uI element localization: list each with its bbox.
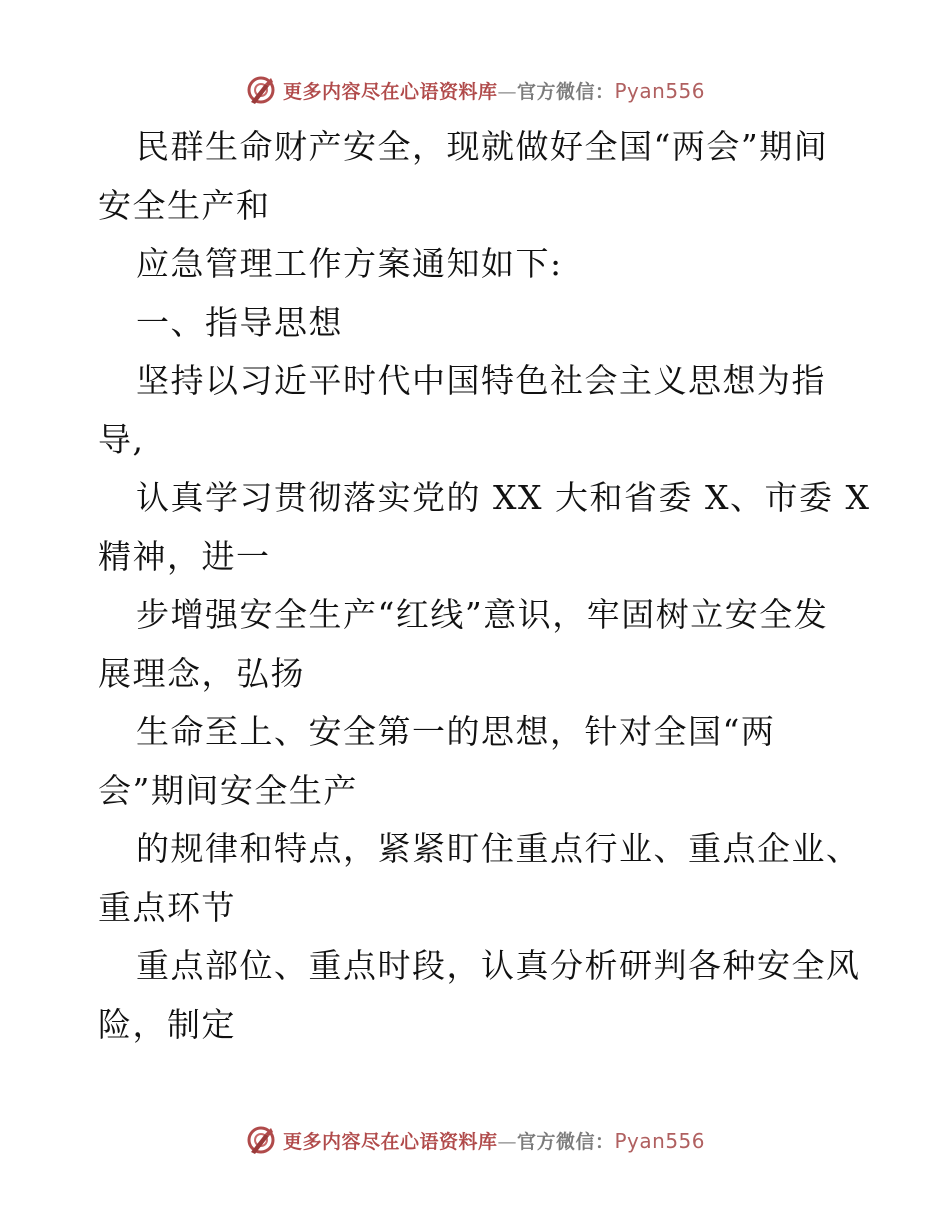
watermark-label: 官方微信：: [516, 1130, 615, 1153]
body-line: 坚持以习近平时代中国特色社会主义思想为指: [136, 361, 826, 400]
watermark-wechat-id: Pyan556: [614, 78, 706, 103]
watermark-text: [283, 1127, 705, 1154]
body-line: 安全生产和: [98, 185, 271, 225]
pen-nib-circle-icon: [245, 1124, 277, 1156]
watermark-site: 更多内容尽在心语资料库: [282, 80, 498, 103]
body-line: 会”期间安全生产: [98, 770, 358, 810]
section-heading: 一、指导思想: [136, 302, 343, 342]
body-line: 步增强安全生产“红线”意识，牢固树立安全发: [136, 595, 829, 634]
watermark-wechat-id: Pyan556: [614, 1128, 706, 1153]
watermark-text: [283, 77, 705, 104]
body-line: 重点部位、重点时段，认真分析研判各种安全风: [136, 946, 861, 985]
watermark-dash: —: [497, 1130, 517, 1153]
body-line: 险，制定: [98, 1004, 236, 1044]
header-watermark: [0, 70, 950, 110]
document-body: [98, 118, 871, 1054]
body-line: 导,: [98, 419, 145, 459]
watermark-label: 官方微信：: [516, 80, 615, 103]
body-line: 民群生命财产安全，现就做好全国“两会”期间: [136, 127, 829, 166]
body-line: 重点环节: [98, 887, 236, 927]
pen-nib-circle-icon: [245, 74, 277, 106]
watermark-dash: —: [497, 80, 517, 103]
footer-watermark: [0, 1120, 950, 1160]
body-line: 应急管理工作方案通知如下:: [136, 244, 563, 283]
body-line: 的规律和特点，紧紧盯住重点行业、重点企业、: [136, 829, 861, 868]
watermark-site: 更多内容尽在心语资料库: [282, 1130, 498, 1153]
body-line: 展理念，弘扬: [98, 653, 305, 693]
body-line: 认真学习贯彻落实党的 XX 大和省委 X、市委 X: [136, 478, 871, 517]
body-line: 精神，进一: [98, 536, 271, 576]
body-line: 生命至上、安全第一的思想，针对全国“两: [136, 712, 776, 751]
